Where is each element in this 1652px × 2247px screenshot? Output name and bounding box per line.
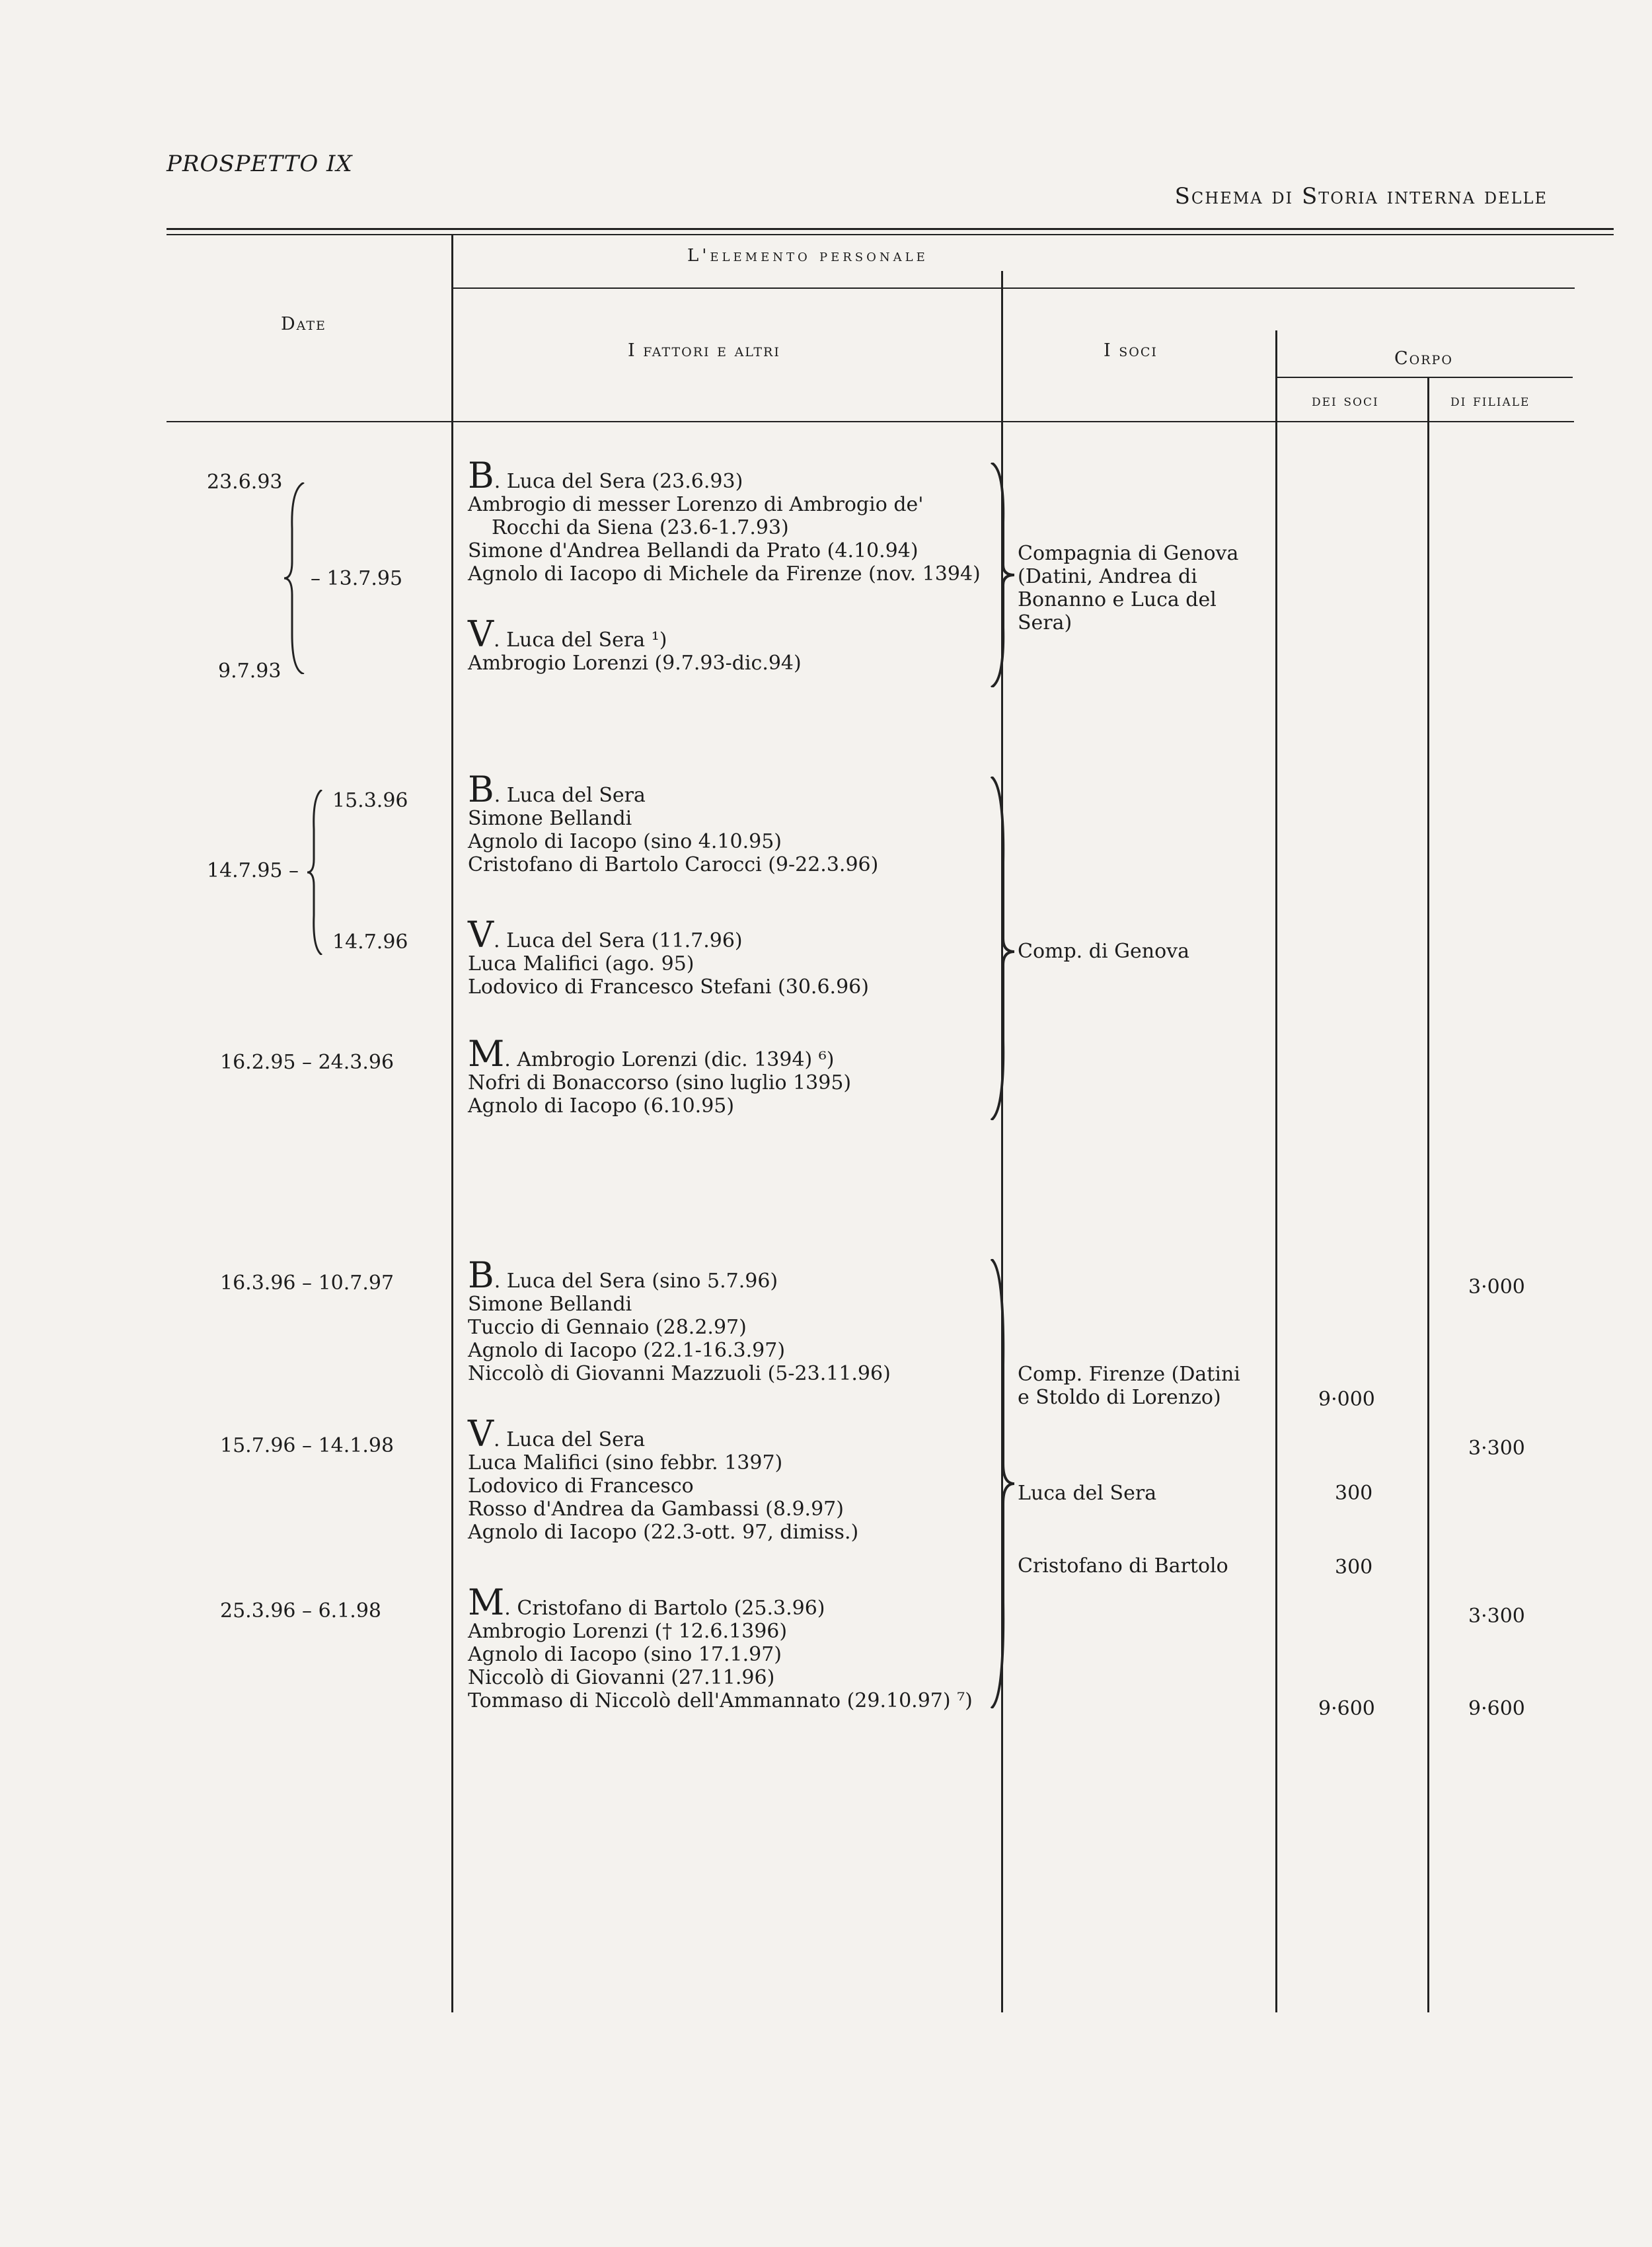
block-line: Ambrogio Lorenzi († 12.6.1396) <box>468 1620 788 1643</box>
soci-line: Sera) <box>1018 611 1072 634</box>
soci-line: Comp. di Genova <box>1018 940 1190 963</box>
personnel-block <box>468 914 869 999</box>
personnel-block <box>468 1413 859 1544</box>
block-letter: V <box>468 613 494 655</box>
top-rule-1 <box>167 228 1614 230</box>
date-brace <box>307 790 327 955</box>
block-line: Rosso d'Andrea da Gambassi (8.9.97) <box>468 1498 844 1521</box>
header-bottom-rule <box>167 421 1574 422</box>
block-line: Agnolo di Iacopo (22.3-ott. 97, dimiss.) <box>468 1521 859 1544</box>
block-line: Rocchi da Siena (23.6-1.7.93) <box>492 516 789 539</box>
date-entry: 15.3.96 <box>332 789 408 812</box>
header-fattori: I fattori e altri <box>628 340 780 361</box>
soci-line: Comp. Firenze (Datini <box>1018 1363 1240 1386</box>
column-rule-1 <box>451 235 453 2012</box>
block-first-line: . Ambrogio Lorenzi (dic. 1394) ⁶) <box>504 1048 835 1071</box>
block-letter: B <box>468 1254 494 1296</box>
header-soci: I soci <box>1104 340 1158 361</box>
date-entry: 14.7.95 – <box>207 859 299 882</box>
corpo-dei-soci-value: 300 <box>1335 1482 1373 1505</box>
personnel-block <box>468 455 981 586</box>
block-line: Cristofano di Bartolo Carocci (9-22.3.96) <box>468 853 879 876</box>
corpo-dei-soci-value: 9·000 <box>1318 1388 1375 1411</box>
header-dei-soci: dei soci <box>1312 391 1379 410</box>
block-line: Ambrogio di messer Lorenzo di Ambrogio de' <box>468 493 924 516</box>
block-line: Luca Malifici (sino febbr. 1397) <box>468 1451 783 1474</box>
soci-line: Bonanno e Luca del <box>1018 588 1217 611</box>
group-brace <box>988 1259 1014 1708</box>
prospetto-label: PROSPETTO IX <box>167 151 353 177</box>
personnel-block <box>468 1581 973 1712</box>
block-first-line: . Luca del Sera <box>494 1428 646 1451</box>
block-line: Simone d'Andrea Bellandi da Prato (4.10.94) <box>468 539 919 562</box>
soci-entry <box>1018 542 1238 634</box>
personnel-block <box>468 769 879 876</box>
header-di-filiale: di filiale <box>1450 391 1530 410</box>
date-entry: 14.7.96 <box>332 931 408 954</box>
block-first-line: . Luca del Sera (sino 5.7.96) <box>494 1270 778 1293</box>
block-line: Simone Bellandi <box>468 807 632 830</box>
block-letter: V <box>468 1413 494 1455</box>
corpo-di-filiale-value: 3·000 <box>1468 1276 1525 1299</box>
date-entry: 9.7.93 <box>218 660 282 683</box>
soci-entry <box>1018 1363 1240 1409</box>
header-corpo: Corpo <box>1394 348 1453 369</box>
block-line: Simone Bellandi <box>468 1293 632 1316</box>
block-first-line: . Luca del Sera <box>494 784 646 807</box>
block-letter: M <box>468 1033 505 1075</box>
block-line: Lodovico di Francesco <box>468 1474 694 1498</box>
column-rule-3 <box>1275 330 1277 2012</box>
date-entry: 16.3.96 – 10.7.97 <box>220 1272 394 1295</box>
date-brace <box>284 482 311 674</box>
block-line: Niccolò di Giovanni Mazzuoli (5-23.11.96) <box>468 1362 891 1385</box>
soci-entry <box>1018 940 1189 963</box>
block-first-line: . Luca del Sera (11.7.96) <box>494 929 743 952</box>
corpo-dei-soci-value: 9·600 <box>1318 1697 1375 1720</box>
block-line: Agnolo di Iacopo (6.10.95) <box>468 1094 735 1118</box>
block-line: Ambrogio Lorenzi (9.7.93-dic.94) <box>468 652 802 675</box>
personnel-block <box>468 1033 852 1118</box>
block-line: Tuccio di Gennaio (28.2.97) <box>468 1316 747 1339</box>
block-line: Agnolo di Iacopo (22.1-16.3.97) <box>468 1339 786 1362</box>
soci-line: Luca del Sera <box>1018 1482 1157 1505</box>
top-rule-2 <box>167 234 1614 235</box>
elemento-rule <box>451 287 1575 289</box>
block-line: Agnolo di Iacopo (sino 17.1.97) <box>468 1643 782 1666</box>
soci-entry <box>1018 1482 1156 1505</box>
block-first-line: . Luca del Sera ¹) <box>494 628 667 652</box>
personnel-block <box>468 1254 891 1385</box>
date-entry: 25.3.96 – 6.1.98 <box>220 1599 381 1622</box>
corpo-rule <box>1275 377 1573 378</box>
soci-line: (Datini, Andrea di <box>1018 565 1197 588</box>
block-line: Nofri di Bonaccorso (sino luglio 1395) <box>468 1071 852 1094</box>
date-entry: 15.7.96 – 14.1.98 <box>220 1434 394 1457</box>
schema-title: Schema di Storia interna delle <box>1174 183 1548 209</box>
corpo-di-filiale-value: 9·600 <box>1468 1697 1525 1720</box>
group-brace <box>988 463 1014 687</box>
block-line: Agnolo di Iacopo (sino 4.10.95) <box>468 830 782 853</box>
elemento-heading: L'elemento personale <box>687 246 928 266</box>
soci-line: Compagnia di Genova <box>1018 542 1239 565</box>
block-letter: M <box>468 1581 505 1623</box>
soci-line: e Stoldo di Lorenzo) <box>1018 1386 1221 1409</box>
block-line: Tommaso di Niccolò dell'Ammannato (29.10.97) ⁷) <box>468 1689 973 1712</box>
block-line: Agnolo di Iacopo di Michele da Firenze (nov. 1394) <box>468 562 981 586</box>
block-first-line: . Luca del Sera (23.6.93) <box>494 470 743 493</box>
block-line: Niccolò di Giovanni (27.11.96) <box>468 1666 775 1689</box>
corpo-dei-soci-value: 300 <box>1335 1556 1373 1579</box>
block-letter: B <box>468 455 494 496</box>
corpo-di-filiale-value: 3·300 <box>1468 1437 1525 1460</box>
date-entry: – 13.7.95 <box>311 567 403 590</box>
personnel-block <box>468 613 802 675</box>
soci-entry <box>1018 1554 1228 1578</box>
soci-line: Cristofano di Bartolo <box>1018 1554 1228 1578</box>
block-first-line: . Cristofano di Bartolo (25.3.96) <box>504 1597 825 1620</box>
block-letter: B <box>468 769 494 810</box>
block-letter: V <box>468 914 494 956</box>
column-rule-4 <box>1427 377 1429 2012</box>
block-line: Lodovico di Francesco Stefani (30.6.96) <box>468 975 869 999</box>
block-line: Luca Malifici (ago. 95) <box>468 952 695 975</box>
header-date: Date <box>281 314 326 334</box>
corpo-di-filiale-value: 3·300 <box>1468 1605 1525 1628</box>
date-entry: 16.2.95 – 24.3.96 <box>220 1051 394 1074</box>
date-entry: 23.6.93 <box>207 471 283 494</box>
group-brace <box>988 777 1014 1120</box>
